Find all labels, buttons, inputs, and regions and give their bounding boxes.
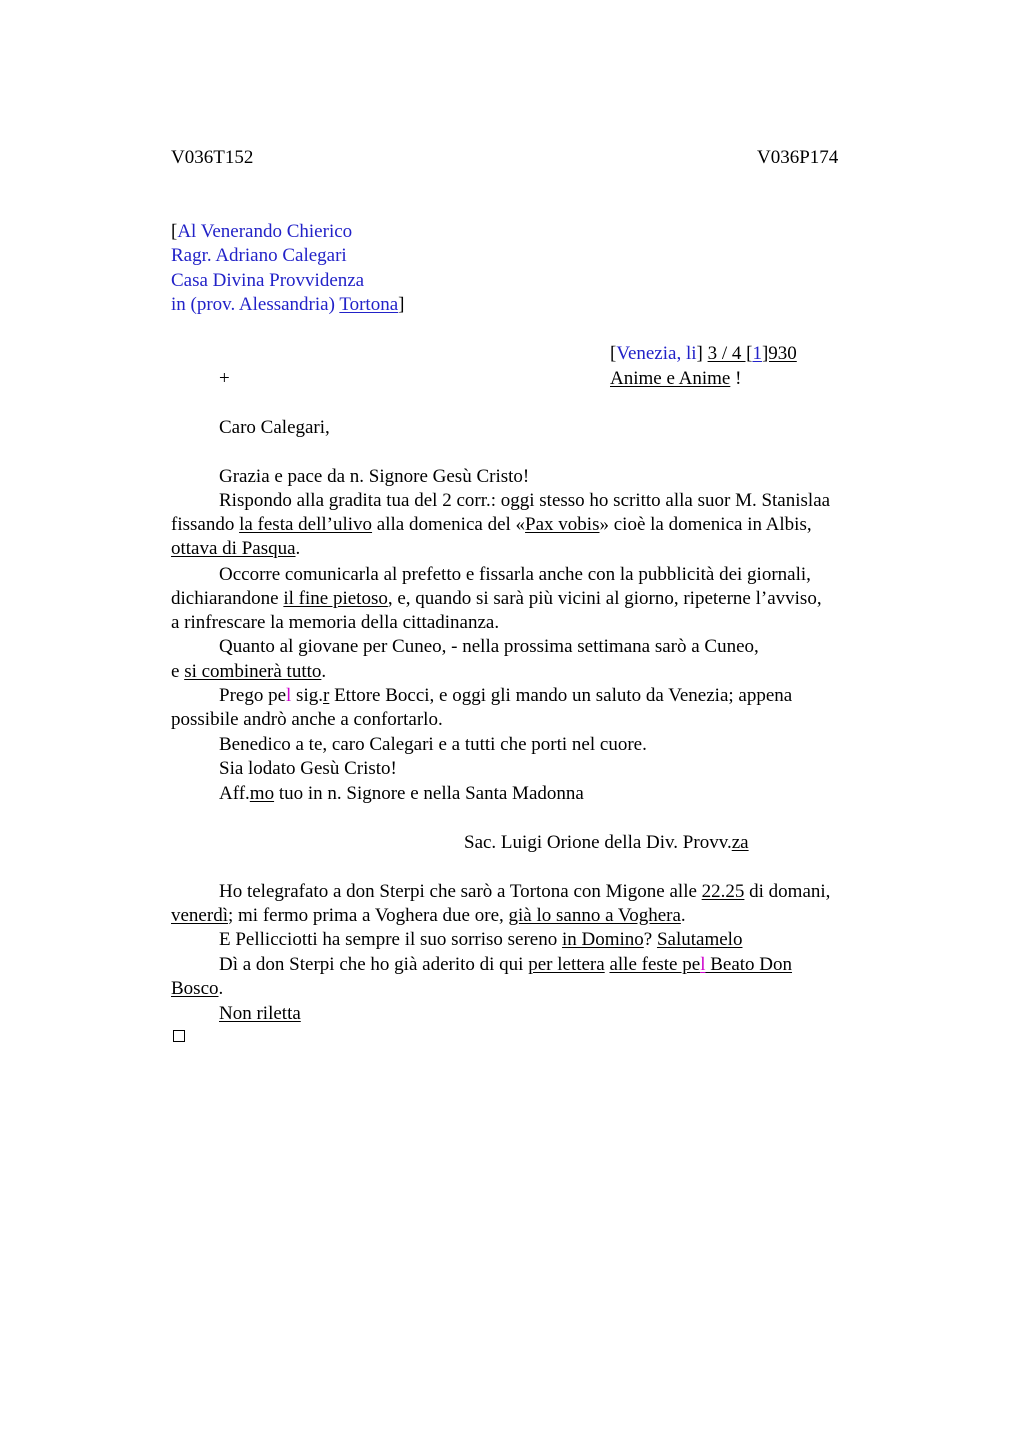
address-line-3: Casa Divina Provvidenza [171, 270, 365, 291]
body-line: e si combinerà tutto. [171, 661, 327, 682]
end-marker-box-icon [173, 1030, 185, 1042]
not-reread-note: Non riletta [219, 1003, 301, 1024]
body-line: a rinfrescare la memoria della cittadinanza. [171, 612, 500, 633]
postscript-line: E Pellicciotti ha sempre il suo sorriso sereno in Domino? Salutamelo [219, 929, 743, 950]
closing-line: Aff.mo tuo in n. Signore e nella Santa Madonna [219, 783, 584, 804]
body-line: Benedico a te, caro Calegari e a tutti che porti nel cuore. [219, 734, 647, 755]
body-line: Sia lodato Gesù Cristo! [219, 758, 397, 779]
postscript-line: Bosco. [171, 978, 224, 999]
signature: Sac. Luigi Orione della Div. Provv.za [464, 832, 749, 853]
body-line: Prego pel sig.r Ettore Bocci, e oggi gli mando un saluto da Venezia; appena [219, 685, 793, 706]
address-line-1: [Al Venerando Chierico [171, 221, 353, 242]
document-code-left: V036T152 [171, 147, 254, 168]
salutation: Caro Calegari, [219, 417, 330, 438]
dateline: [Venezia, li] 3 / 4 [1]930 [610, 343, 797, 364]
postscript-line: Ho telegrafato a don Sterpi che sarò a Tortona con Migone alle 22.25 di domani, [219, 881, 831, 902]
address-line-4: in (prov. Alessandria) Tortona] [171, 294, 405, 315]
address-line-2: Ragr. Adriano Calegari [171, 245, 347, 266]
body-line: fissando la festa dell’ulivo alla domenica del «Pax vobis» cioè la domenica in Albis, [171, 514, 812, 535]
postscript-line: venerdì; mi fermo prima a Voghera due ore, già lo sanno a Voghera. [171, 905, 686, 926]
body-line: Grazia e pace da n. Signore Gesù Cristo! [219, 466, 530, 487]
document-code-right: V036P174 [757, 147, 839, 168]
motto: Anime e Anime ! [610, 368, 742, 389]
address-city: Tortona [339, 294, 399, 315]
body-line: Quanto al giovane per Cuneo, - nella prossima settimana sarò a Cuneo, [219, 636, 759, 657]
postscript-line: Dì a don Sterpi che ho già aderito di qui per lettera alle feste pel Beato Don [219, 954, 793, 975]
body-line: ottava di Pasqua. [171, 538, 301, 559]
body-line: dichiarandone il fine pietoso, e, quando si sarà più vicini al giorno, ripeterne l’avviso, [171, 588, 822, 609]
body-line: Occorre comunicarla al prefetto e fissarla anche con la pubblicità dei giornali, [219, 564, 811, 585]
body-line: Rispondo alla gradita tua del 2 corr.: oggi stesso ho scritto alla suor M. Stanislaa [219, 490, 831, 511]
body-line: possibile andrò anche a confortarlo. [171, 709, 443, 730]
cross-mark: + [219, 368, 230, 389]
